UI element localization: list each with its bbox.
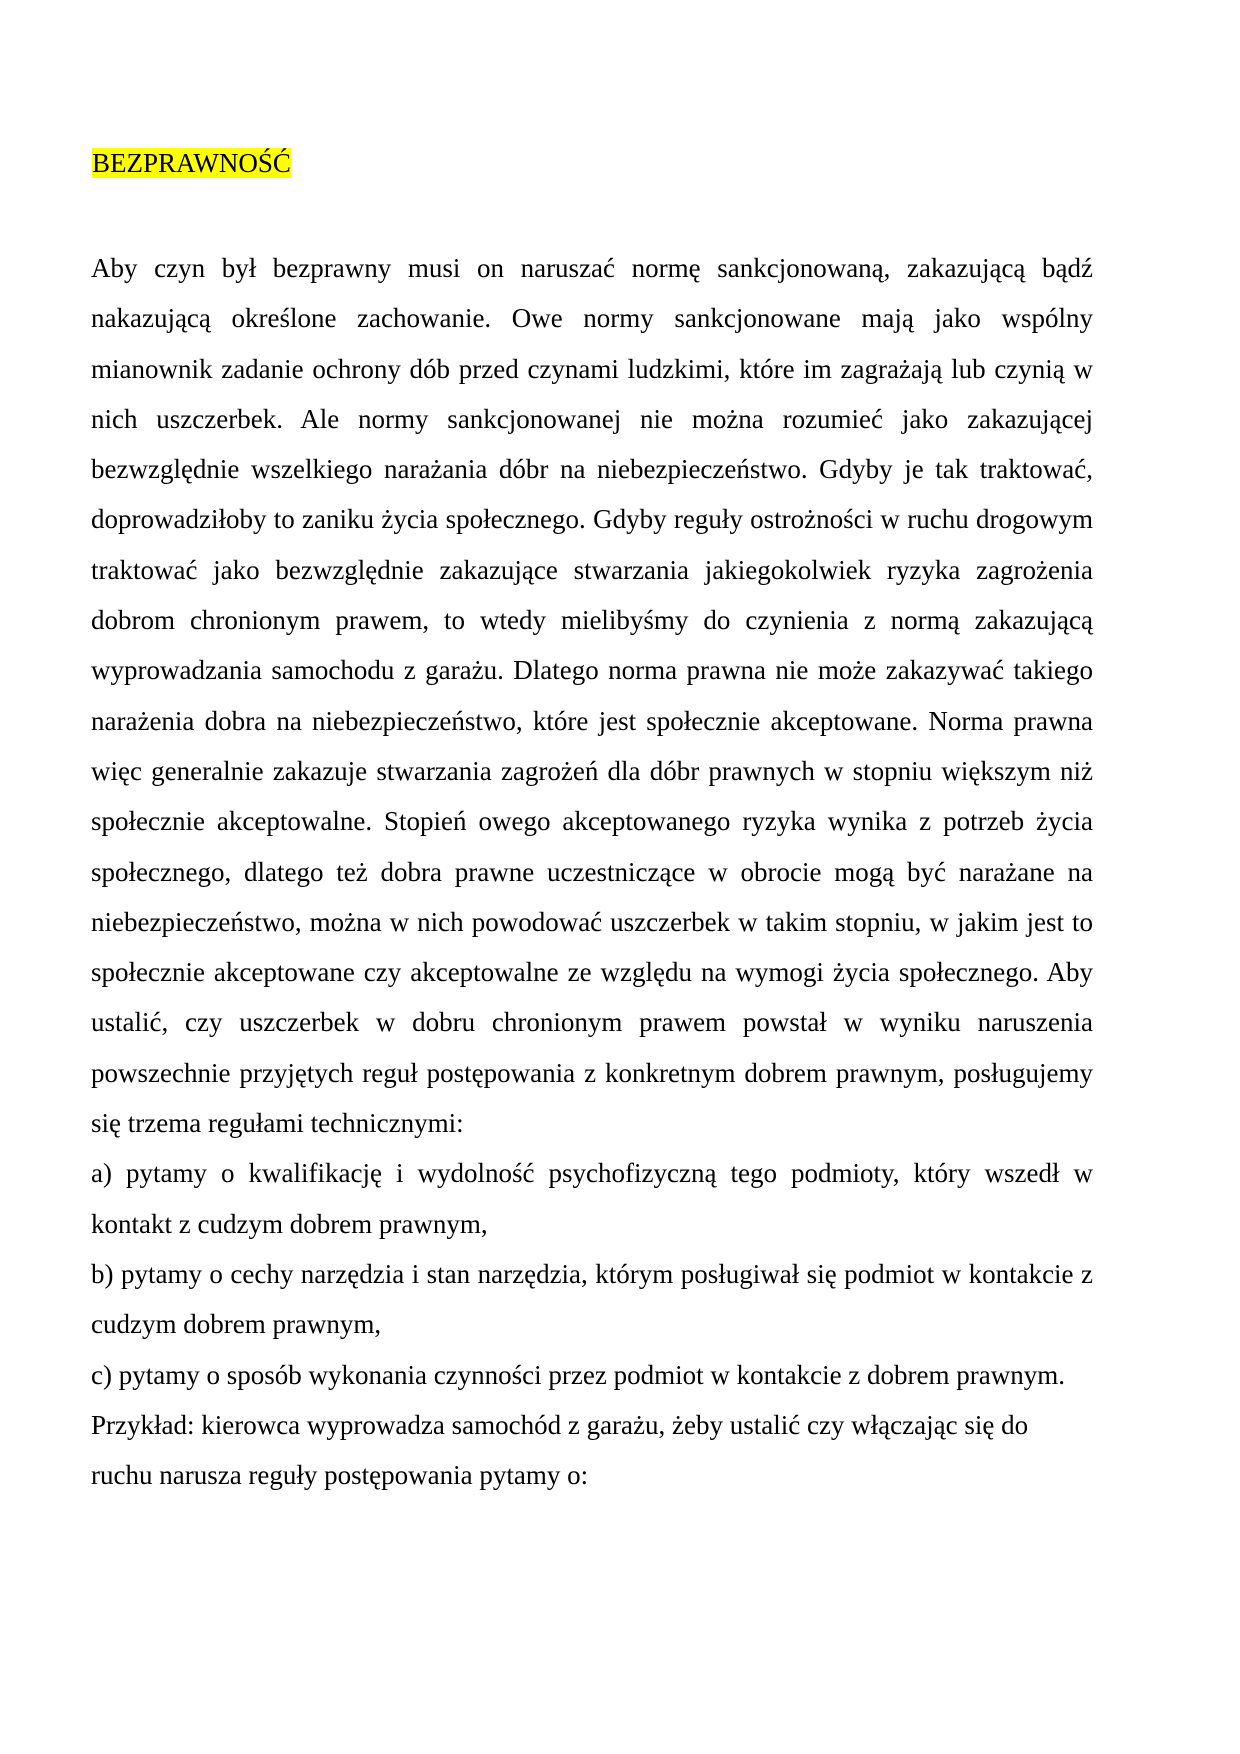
title-highlight: BEZPRAWNOŚĆ [92, 148, 291, 178]
paragraph-item-b: b) pytamy o cechy narzędzia i stan narzędzia, którym posługiwał się podmiot w kontakcie z cudzym dobrem prawnym, [91, 1258, 1093, 1340]
paragraph-item-a: a) pytamy o kwalifikację i wydolność psychofizyczną tego podmioty, który wszedł w kontakt z cudzym dobrem prawnym, [91, 1158, 1093, 1239]
document-title [91, 146, 292, 180]
paragraph-item-c: c) pytamy o sposób wykonania czynności przez podmiot w kontakcie z dobrem prawnym. [91, 1359, 1065, 1390]
paragraph-main: Aby czyn był bezprawny musi on naruszać normę sankcjonowaną, zakazującą bądź nakazującą określone zachowanie. Owe normy sankcjonowane mają jako wspólny mianownik zadanie ochrony dób przed czynami ludzkimi, które im zagrażają lub czynią w nich uszczerbek. Ale normy sankcjonowanej nie można rozumieć jako zakazującej bezwzględnie wszelkiego narażania dóbr na niebezpieczeństwo. Gdyby je tak traktować, doprowadziłoby to zaniku życia społecznego. Gdyby reguły ostrożności w ruchu drogowym traktować jako bezwzględnie zakazujące stwarzania jakiegokolwiek ryzyka zagrożenia dobrom chronionym prawem, to wtedy mielibyśmy do czynienia z normą zakazującą wyprowadzania samochodu z garażu. Dlatego norma prawna nie może zakazywać takiego narażenia dobra na niebezpieczeństwo, które jest społecznie akceptowane. Norma prawna więc generalnie zakazuje stwarzania zagrożeń dla dóbr prawnych w stopniu większym niż społecznie akceptowalne. Stopień owego akceptowanego ryzyka wynika z potrzeb życia społecznego, dlatego też dobra prawne uczestniczące w obrocie mogą być narażane na niebezpieczeństwo, można w nich powodować uszczerbek w takim stopniu, w jakim jest to społecznie akceptowane czy akceptowalne ze względu na wymogi życia społecznego. Aby ustalić, czy uszczerbek w dobru chronionym prawem powstał w wyniku naruszenia powszechnie przyjętych reguł postępowania z konkretnym dobrem prawnym, posługujemy się trzema regułami technicznymi: [91, 253, 1093, 1139]
paragraph-example: Przykład: kierowca wyprowadza samochód z garażu, żeby ustalić czy włączając się do ruchu narusza reguły postępowania pytamy o: [91, 1409, 1029, 1491]
document-body [91, 243, 1093, 1500]
